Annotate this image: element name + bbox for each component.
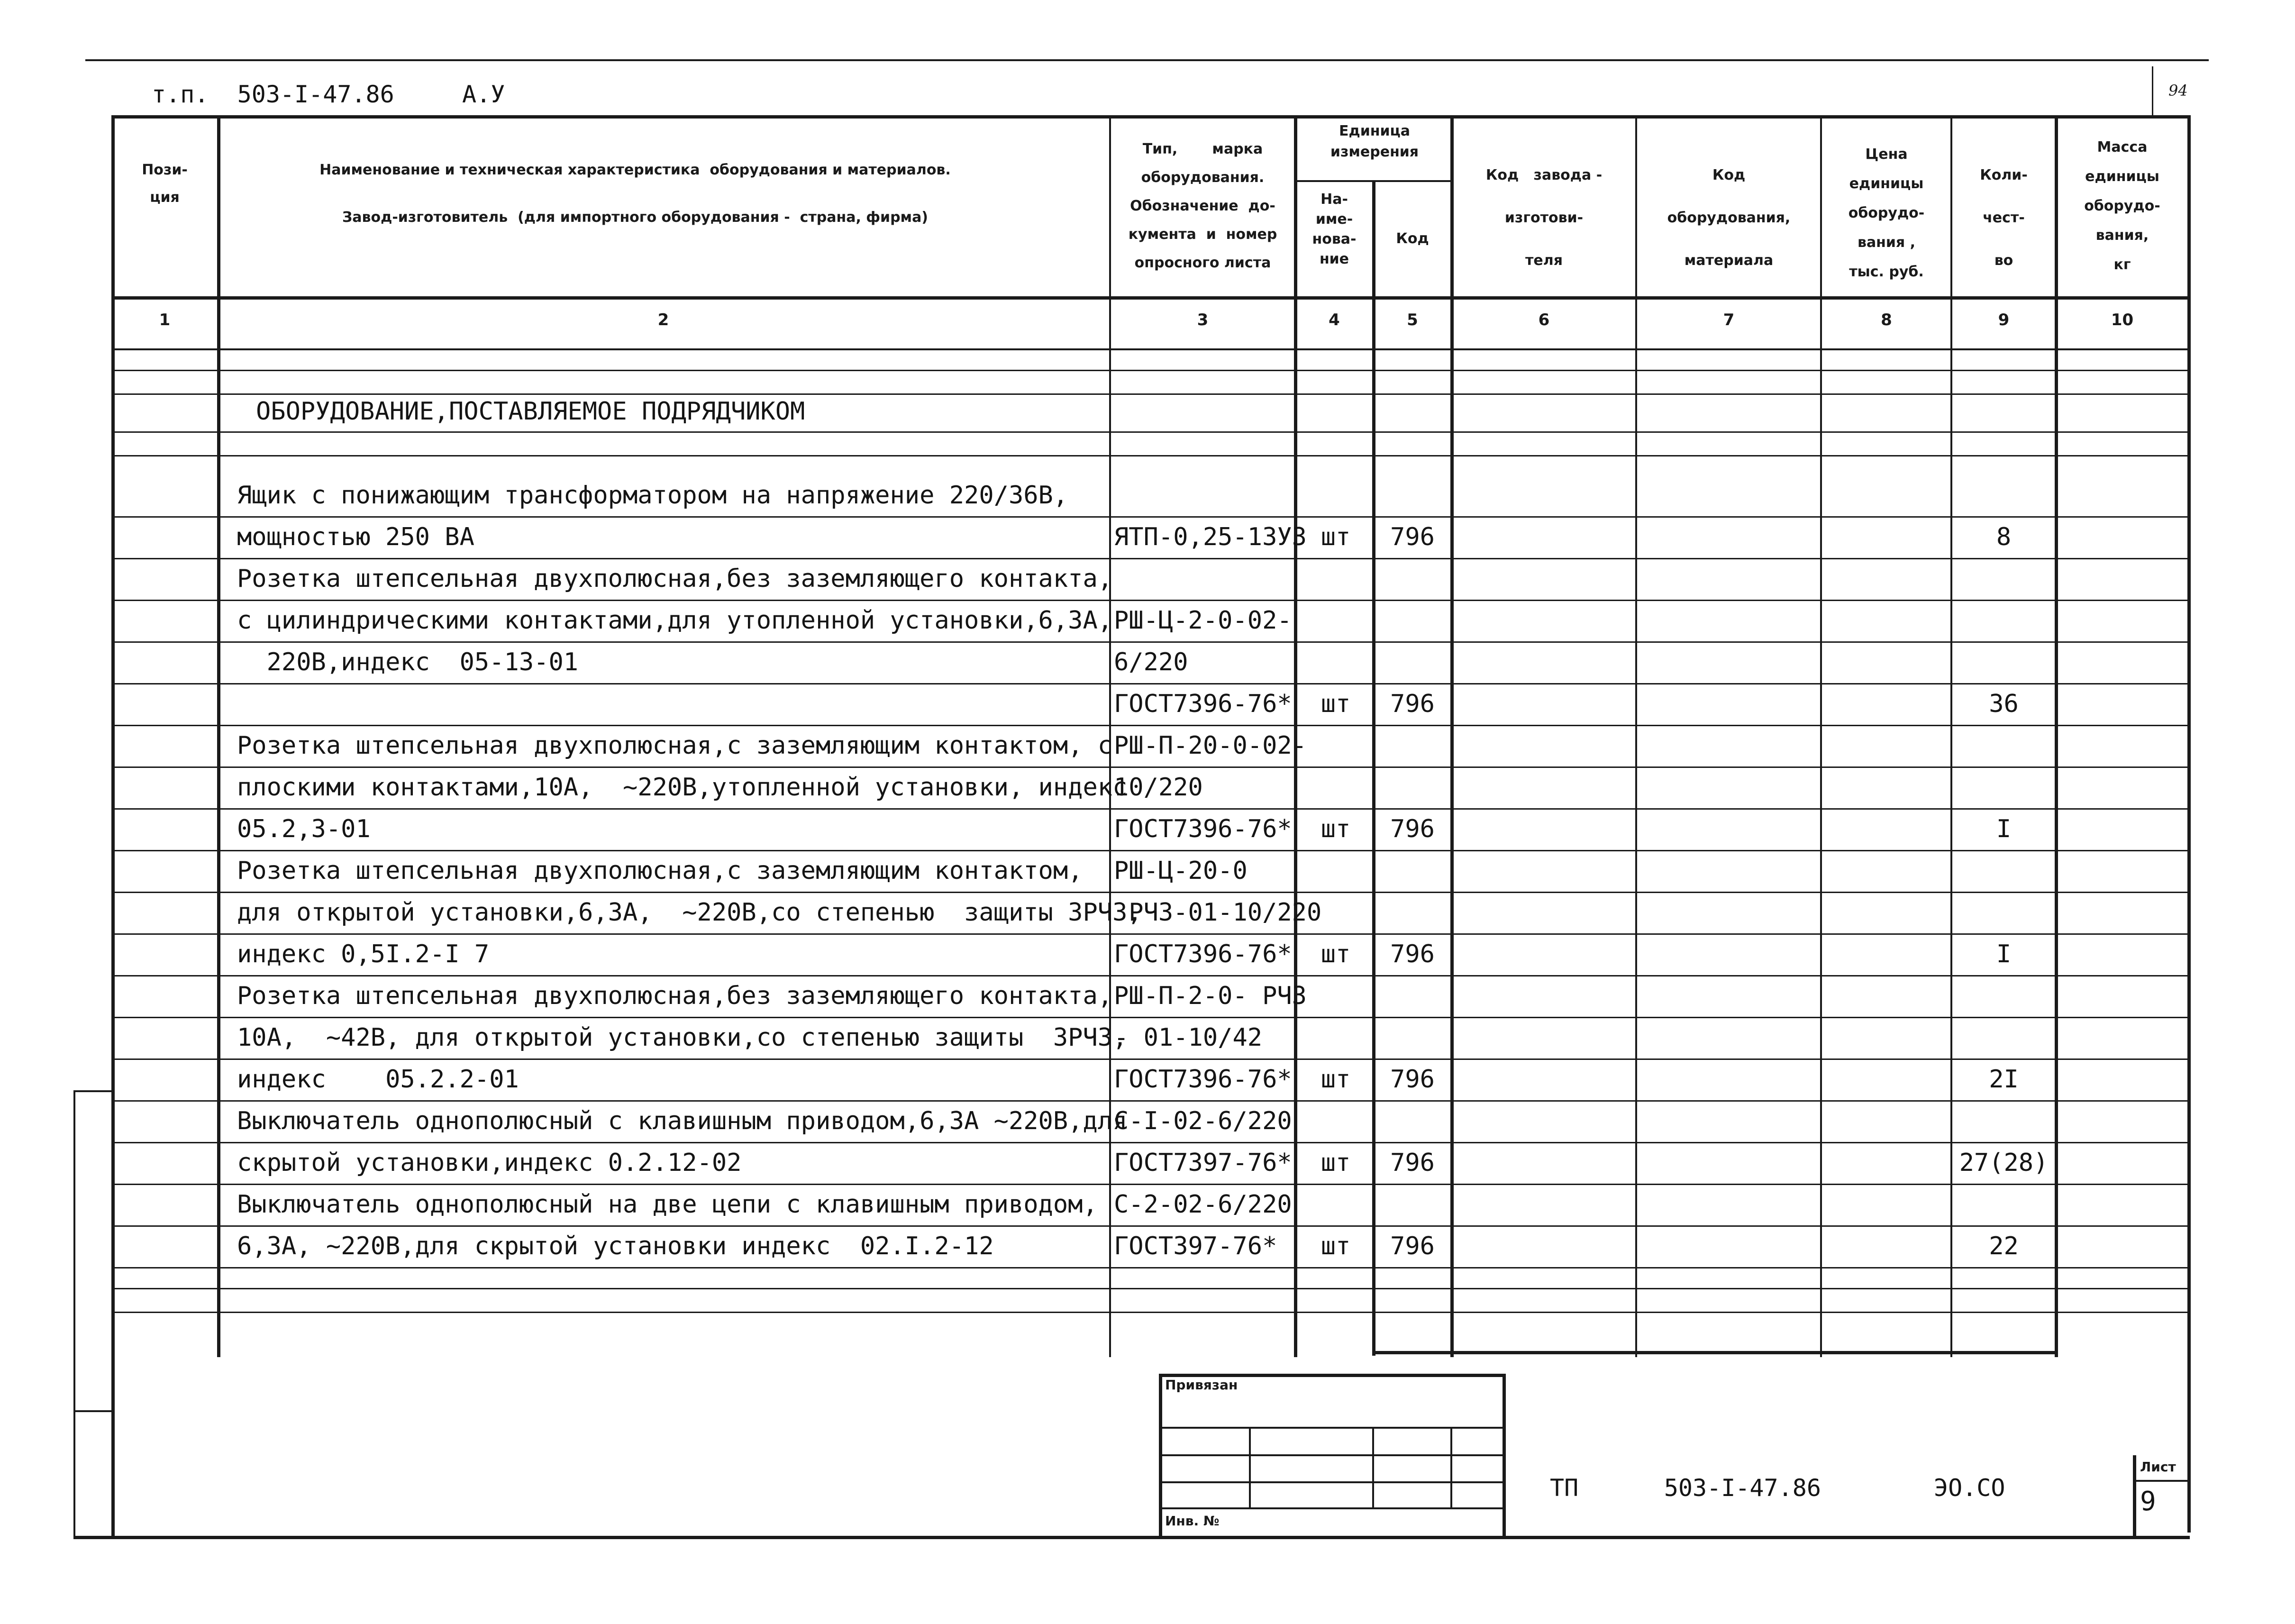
row-unit-code: 796 bbox=[1390, 940, 1435, 968]
row-rule bbox=[111, 683, 2187, 684]
row-name: 6,3А, ~220В,для скрытой установки индекс 02.I.2-12 bbox=[237, 1232, 994, 1260]
row-quantity: 8 bbox=[1996, 523, 2012, 551]
row-rule bbox=[111, 725, 2187, 726]
row-name: с цилиндрическими контактами,для утопленной установки,6,3А, bbox=[237, 606, 1113, 635]
header-plant-code: Код завода - изготови- теля bbox=[1485, 167, 1603, 269]
frame-bottom bbox=[73, 1536, 2190, 1539]
grid-rule bbox=[111, 431, 2187, 433]
stamp-privyazan: Привязан bbox=[1165, 1377, 1238, 1393]
stamp-col-3 bbox=[1450, 1427, 1452, 1507]
row-name: Розетка штепсельная двухполюсная,с заземляющим контактом, bbox=[237, 857, 1083, 885]
row-name: 05.2,3-01 bbox=[237, 815, 371, 843]
binding-edge bbox=[73, 1090, 75, 1538]
row-type: РШ-Ц-20-0 bbox=[1114, 857, 1248, 885]
header-name-line2: Завод-изготовитель (для импортного оборудования - страна, фирма) bbox=[342, 209, 929, 226]
grid-rule bbox=[111, 1288, 2187, 1289]
row-name: Выключатель однополюсный с клавишным приводом,6,3А ~220В,для bbox=[237, 1107, 1128, 1135]
binding-mark-2 bbox=[73, 1410, 114, 1412]
header-name-line1: Наименование и техническая характеристика оборудования и материалов. bbox=[319, 162, 951, 178]
row-unit: шт bbox=[1321, 1149, 1351, 1177]
stamp-col-2 bbox=[1372, 1427, 1374, 1507]
header-price: Цена единицы оборудо- вания , тыс. руб. bbox=[1848, 146, 1925, 280]
row-name: скрытой установки,индекс 0.2.12-02 bbox=[237, 1149, 742, 1177]
col-number-9: 9 bbox=[1998, 310, 2010, 329]
row-unit: шт bbox=[1321, 940, 1351, 968]
header-unit-code: Код bbox=[1396, 230, 1429, 247]
row-unit: шт bbox=[1321, 815, 1351, 843]
grid-rule bbox=[111, 455, 2187, 456]
list-label: Лист bbox=[2140, 1459, 2176, 1475]
col-divider-6 bbox=[1635, 115, 1637, 1357]
col-number-7: 7 bbox=[1723, 310, 1735, 329]
col-number-5: 5 bbox=[1407, 310, 1418, 329]
row-quantity: I bbox=[1996, 940, 2012, 968]
col-number-4: 4 bbox=[1329, 310, 1340, 329]
row-quantity: I bbox=[1996, 815, 2012, 843]
list-number: 9 bbox=[2140, 1486, 2156, 1517]
header-equipment-code: Код оборудования, материала bbox=[1667, 167, 1791, 269]
row-rule bbox=[111, 1100, 2187, 1102]
row-rule bbox=[111, 1017, 2187, 1018]
row-rule bbox=[111, 766, 2187, 768]
header-unit-name: На- име- нова- ние bbox=[1312, 191, 1357, 267]
row-name: Выключатель однополюсный на две цепи с клавишным приводом, bbox=[237, 1190, 1098, 1219]
row-name: для открытой установки,6,3А, ~220В,со степенью защиты ЗРЧЗ, bbox=[237, 898, 1142, 927]
corner-number: 94 bbox=[2168, 82, 2188, 100]
row-unit-code: 796 bbox=[1390, 1232, 1435, 1260]
row-quantity: 22 bbox=[1989, 1232, 2019, 1260]
col-divider-8 bbox=[1950, 115, 1952, 1357]
row-type: РЧЗ-01-10/220 bbox=[1114, 898, 1322, 927]
row-name: плоскими контактами,10А, ~220В,утопленной установки, индекс bbox=[237, 773, 1128, 802]
body-bottom-rule-right bbox=[1372, 1351, 2057, 1354]
row-rule bbox=[111, 933, 2187, 935]
row-type: РШ-П-2-0- РЧЗ bbox=[1114, 982, 1307, 1010]
col-number-2: 2 bbox=[657, 310, 669, 329]
header-mass: Масса единицы оборудо- вания, кг bbox=[2084, 139, 2160, 273]
corner-divider bbox=[2152, 66, 2153, 119]
row-name: Розетка штепсельная двухполюсная,без заземляющего контакта, bbox=[237, 565, 1113, 593]
row-rule bbox=[111, 850, 2187, 851]
list-box-left bbox=[2133, 1455, 2136, 1537]
doc-code-top: т.п. 503-I-47.86 bbox=[152, 81, 394, 108]
section-code: А.У bbox=[462, 81, 505, 108]
row-type: ГОСТ7396-76* bbox=[1114, 815, 1292, 843]
col-divider-9 bbox=[2055, 115, 2058, 1357]
header-position: Пози- ция bbox=[142, 162, 188, 206]
row-rule bbox=[111, 1058, 2187, 1060]
col-divider-7 bbox=[1820, 115, 1822, 1357]
col-number-10: 10 bbox=[2111, 310, 2134, 329]
row-unit: шт bbox=[1321, 523, 1351, 551]
col-number-8: 8 bbox=[1881, 310, 1892, 329]
row-name: Розетка штепсельная двухполюсная,с заземляющим контактом, с bbox=[237, 731, 1113, 760]
row-type: 10/220 bbox=[1114, 773, 1203, 802]
row-quantity: 36 bbox=[1989, 690, 2019, 718]
header-quantity: Коли- чест- во bbox=[1980, 167, 2028, 269]
row-type: ГОСТ397-76* bbox=[1114, 1232, 1277, 1260]
col-number-6: 6 bbox=[1538, 310, 1550, 329]
row-name: Розетка штепсельная двухполюсная,без заземляющего контакта, bbox=[237, 982, 1113, 1010]
row-type: С-I-02-6/220 bbox=[1114, 1107, 1292, 1135]
row-name: мощностью 250 ВА bbox=[237, 523, 474, 551]
section-title: ОБОРУДОВАНИЕ,ПОСТАВЛЯЕМОЕ ПОДРЯДЧИКОМ bbox=[256, 397, 805, 426]
row-rule bbox=[111, 641, 2187, 643]
row-name: Ящик с понижающим трансформатором на напряжение 220/36В, bbox=[237, 481, 1068, 510]
row-type: ГОСТ7397-76* bbox=[1114, 1149, 1292, 1177]
col-divider-5 bbox=[1450, 115, 1454, 1357]
stamp-sheet-code: ЭО.СО bbox=[1934, 1474, 2005, 1502]
row-type: РШ-П-20-0-02- bbox=[1114, 731, 1307, 760]
row-type: - 01-10/42 bbox=[1114, 1023, 1263, 1052]
row-rule bbox=[111, 1225, 2187, 1227]
row-unit-code: 796 bbox=[1390, 1065, 1435, 1094]
row-rule bbox=[111, 516, 2187, 518]
row-name: 10А, ~42В, для открытой установки,со степенью защиты ЗРЧЗ, bbox=[237, 1023, 1128, 1052]
frame-right bbox=[2187, 115, 2191, 1533]
row-rule bbox=[111, 975, 2187, 976]
header-bottom-rule bbox=[111, 296, 2190, 300]
frame-top bbox=[111, 115, 2190, 119]
row-unit-code: 796 bbox=[1390, 815, 1435, 843]
stamp-doc-code: ТП 503-I-47.86 bbox=[1550, 1474, 1821, 1502]
row-type: ГОСТ7396-76* bbox=[1114, 690, 1292, 718]
row-rule bbox=[111, 808, 2187, 810]
row-unit: шт bbox=[1321, 690, 1351, 718]
row-unit-code: 796 bbox=[1390, 1149, 1435, 1177]
row-quantity: 2I bbox=[1989, 1065, 2019, 1094]
row-unit: шт bbox=[1321, 1232, 1351, 1260]
row-rule bbox=[111, 1267, 2187, 1268]
row-rule bbox=[111, 1142, 2187, 1143]
header-unit-group: Единица измерения bbox=[1330, 123, 1419, 160]
row-type: ГОСТ7396-76* bbox=[1114, 1065, 1292, 1094]
grid-rule bbox=[111, 393, 2187, 395]
row-rule bbox=[111, 558, 2187, 559]
row-rule bbox=[111, 1184, 2187, 1185]
row-name: индекс 05.2.2-01 bbox=[237, 1065, 519, 1094]
row-type: С-2-02-6/220 bbox=[1114, 1190, 1292, 1219]
row-rule bbox=[111, 892, 2187, 893]
stamp-top bbox=[1159, 1374, 1504, 1377]
row-rule bbox=[111, 600, 2187, 601]
col-divider-1 bbox=[217, 115, 220, 1357]
row-unit-code: 796 bbox=[1390, 523, 1435, 551]
grid-rule bbox=[111, 1312, 2187, 1313]
header-type: Тип, марка оборудования. Обозначение до- кумента и номер опросного листа bbox=[1128, 141, 1277, 271]
col-number-3: 3 bbox=[1197, 310, 1209, 329]
row-quantity: 27(28) bbox=[1959, 1149, 2049, 1177]
binding-mark-1 bbox=[73, 1090, 114, 1092]
row-unit: шт bbox=[1321, 1065, 1351, 1094]
row-type: РШ-Ц-2-0-02- bbox=[1114, 606, 1292, 635]
stamp-col-1 bbox=[1249, 1427, 1251, 1507]
row-name: индекс 0,5I.2-I 7 bbox=[237, 940, 490, 968]
col-divider-4 bbox=[1372, 180, 1375, 1356]
stamp-row-4 bbox=[1159, 1507, 1504, 1509]
row-unit-code: 796 bbox=[1390, 690, 1435, 718]
column-numbers-rule bbox=[111, 348, 2190, 350]
col-number-1: 1 bbox=[159, 310, 171, 329]
row-type: 6/220 bbox=[1114, 648, 1188, 676]
top-rule bbox=[85, 59, 2209, 61]
grid-rule bbox=[111, 370, 2187, 371]
row-name: 220В,индекс 05-13-01 bbox=[237, 648, 579, 676]
stamp-inv-no: Инв. № bbox=[1165, 1513, 1220, 1529]
row-type: ЯТП-0,25-13У3 bbox=[1114, 523, 1307, 551]
list-box-divider bbox=[2133, 1480, 2189, 1482]
row-type: ГОСТ7396-76* bbox=[1114, 940, 1292, 968]
